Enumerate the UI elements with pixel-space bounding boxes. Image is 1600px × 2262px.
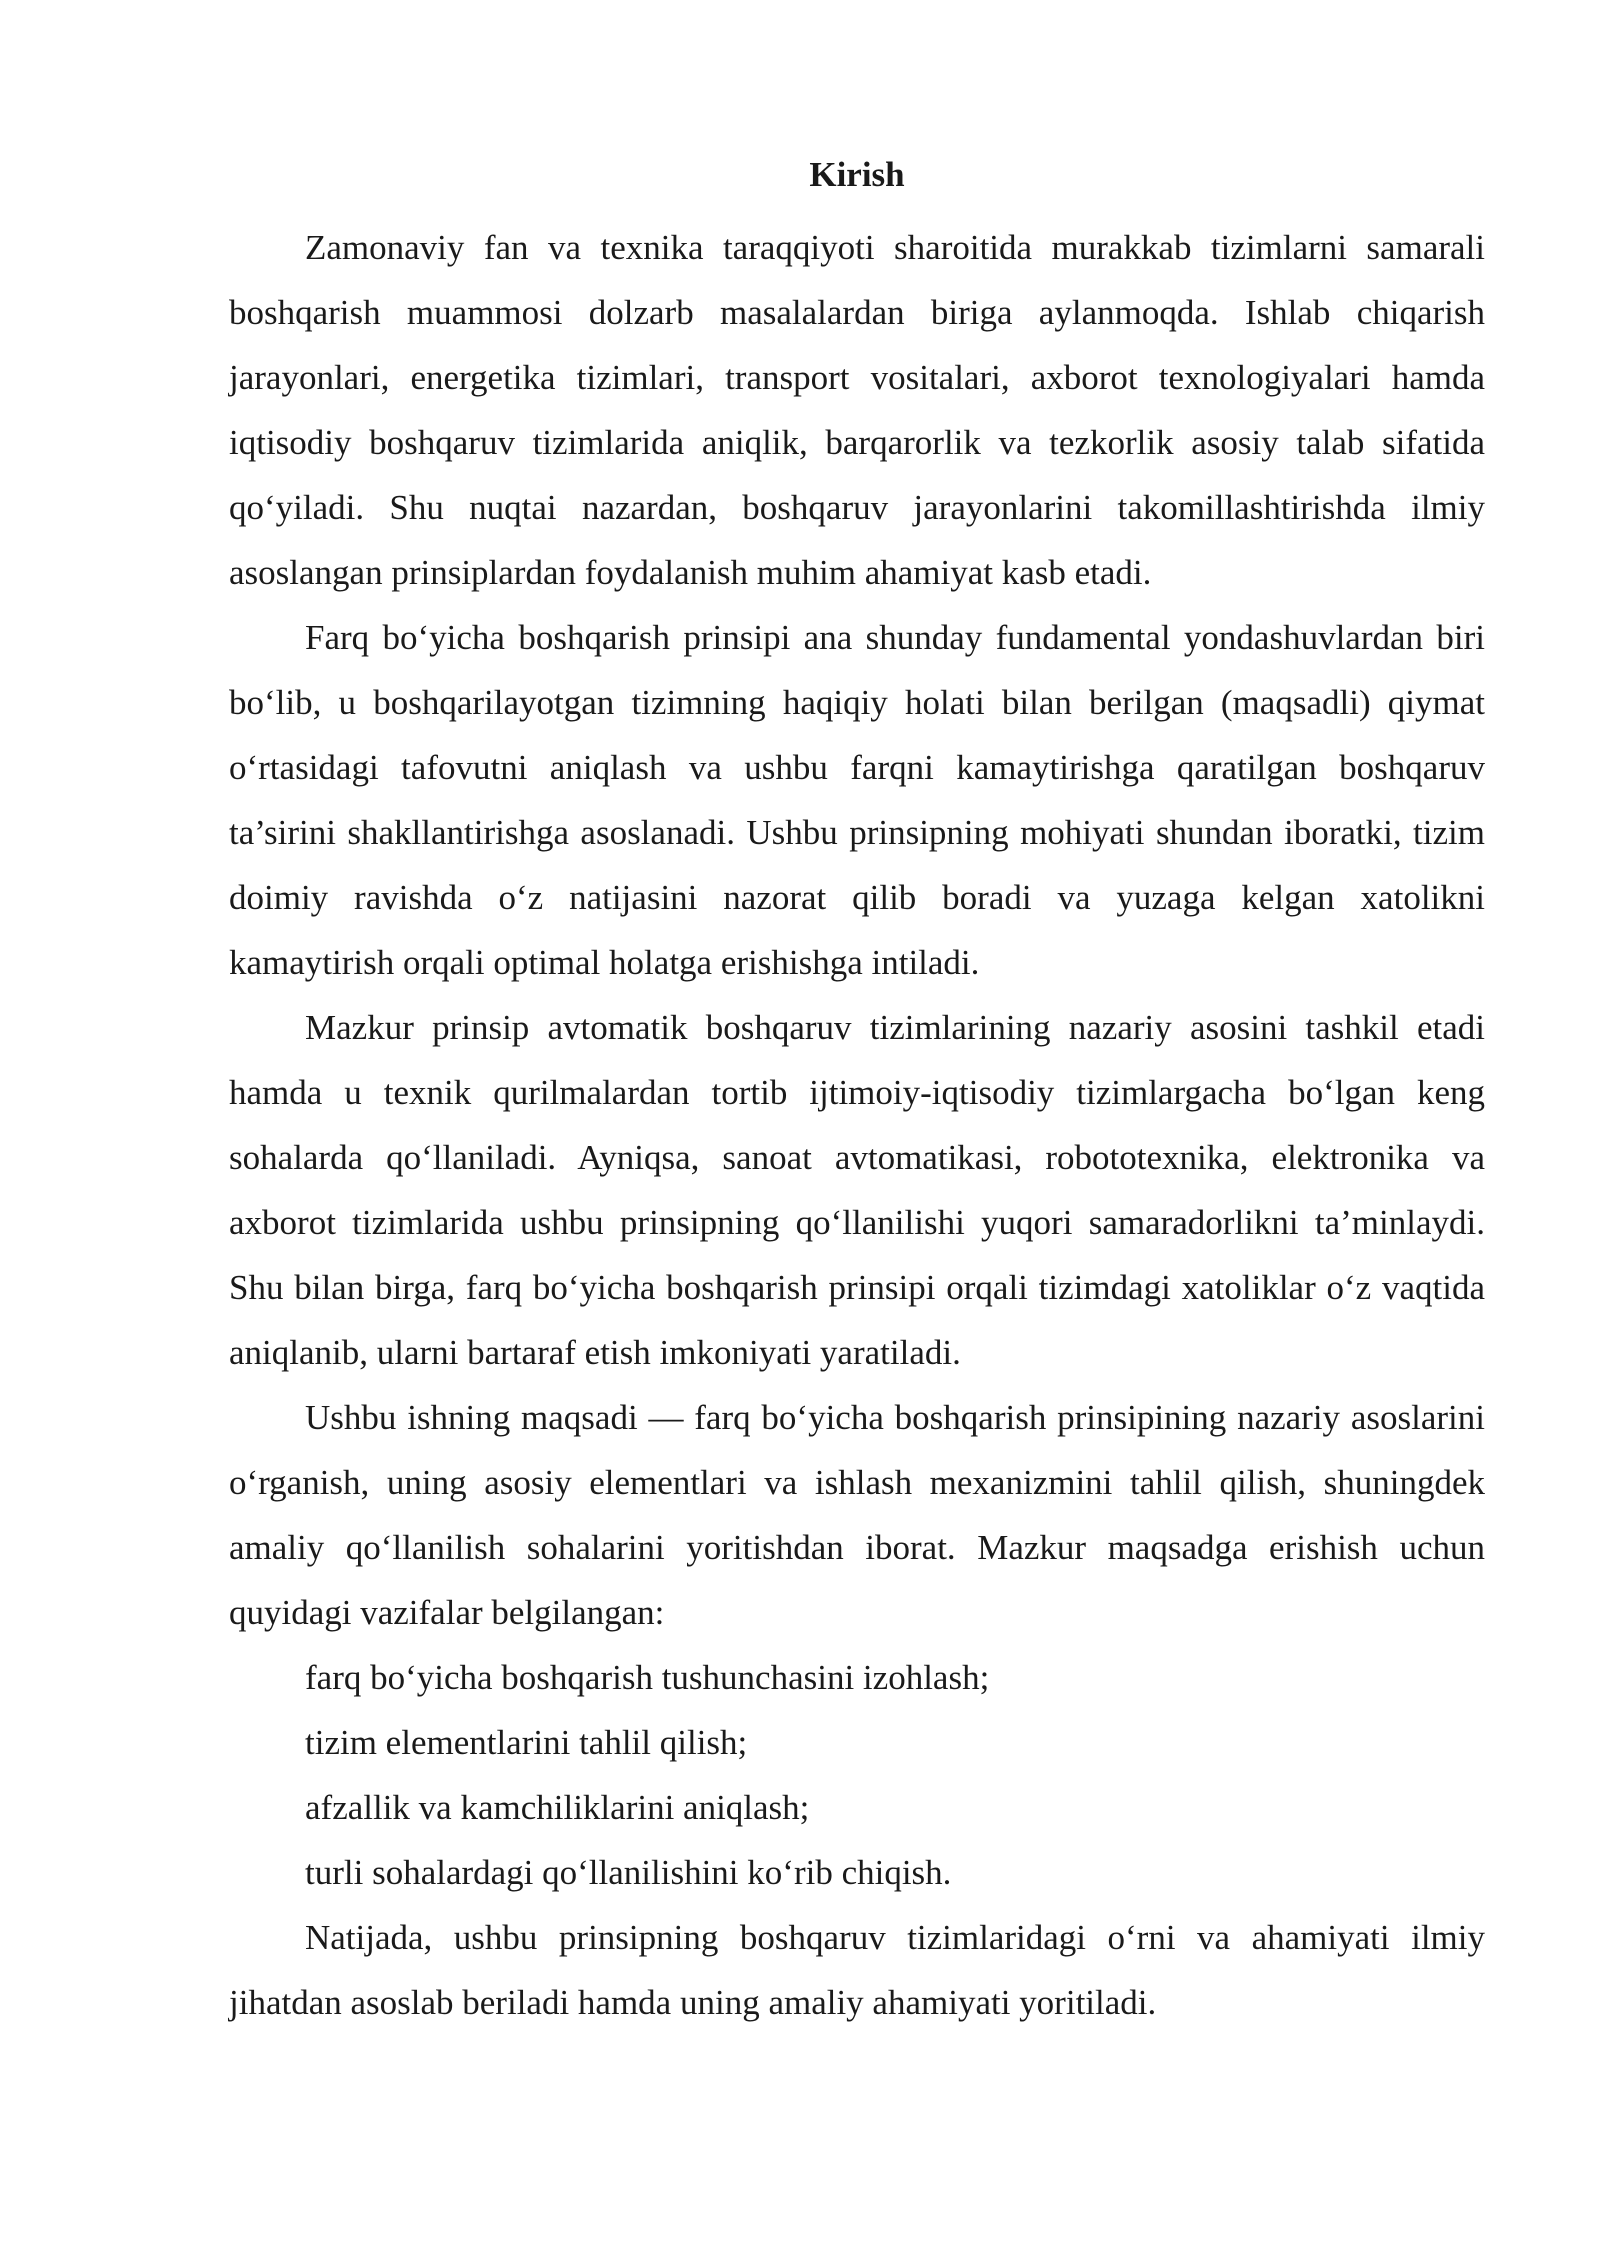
conclusion-paragraph: Natijada, ushbu prinsipning boshqaruv tizimlaridagi oʻrni va ahamiyati ilmiy jihatdan asoslab beriladi hamda uning amaliy ahamiyati yoritiladi. [229,1918,1485,2022]
task-item: afzallik va kamchiliklarini aniqlash; [305,1788,810,1827]
paragraph-2: Farq boʻyicha boshqarish prinsipi ana shunday fundamental yondashuvlardan biri boʻlib, u boshqarilayotgan tizimning haqiqiy holati bilan berilgan (maqsadli) qiymat oʻrtasidagi tafovutni aniqlash va ushbu farqni kamaytirishga qaratilgan boshqaruv ta’sirini shakllantirishga asoslanadi. Ushbu prinsipning mohiyati shundan iboratki, tizim doimiy ravishda oʻz natijasini nazorat qilib boradi va yuzaga kelgan xatolikni kamaytirish orqali optimal holatga erishishga intiladi. [229,618,1485,982]
task-item: farq boʻyicha boshqarish tushunchasini izohlash; [305,1658,990,1697]
task-item: turli sohalardagi qoʻllanilishini koʻrib chiqish. [305,1853,952,1892]
document-page [229,150,1485,2035]
section-title: Kirish [809,155,905,194]
paragraph-1: Zamonaviy fan va texnika taraqqiyoti sharoitida murakkab tizimlarni samarali boshqarish muammosi dolzarb masalalardan biriga aylanmoqda. Ishlab chiqarish jarayonlari, energetika tizimlari, transport vositalari, axborot texnologiyalari hamda iqtisodiy boshqaruv tizimlarida aniqlik, barqarorlik va tezkorlik asosiy talab sifatida qoʻyiladi. Shu nuqtai nazardan, boshqaruv jarayonlarini takomillashtirishda ilmiy asoslangan prinsiplardan foydalanish muhim ahamiyat kasb etadi. [229,228,1485,592]
task-item: tizim elementlarini tahlil qilish; [305,1723,748,1762]
task-list [229,1645,1485,1905]
paragraph-4: Ushbu ishning maqsadi — farq boʻyicha boshqarish prinsipining nazariy asoslarini oʻrganish, uning asosiy elementlari va ishlash mexanizmini tahlil qilish, shuningdek amaliy qoʻllanilish sohalarini yoritishdan iborat. Mazkur maqsadga erishish uchun quyidagi vazifalar belgilangan: [229,1398,1485,1632]
paragraph-3: Mazkur prinsip avtomatik boshqaruv tizimlarining nazariy asosini tashkil etadi hamda u texnik qurilmalardan tortib ijtimoiy-iqtisodiy tizimlargacha boʻlgan keng sohalarda qoʻllaniladi. Ayniqsa, sanoat avtomatikasi, robototexnika, elektronika va axborot tizimlarida ushbu prinsipning qoʻllanilishi yuqori samaradorlikni ta’minlaydi. Shu bilan birga, farq boʻyicha boshqarish prinsipi orqali tizimdagi xatoliklar oʻz vaqtida aniqlanib, ularni bartaraf etish imkoniyati yaratiladi. [229,1008,1485,1372]
